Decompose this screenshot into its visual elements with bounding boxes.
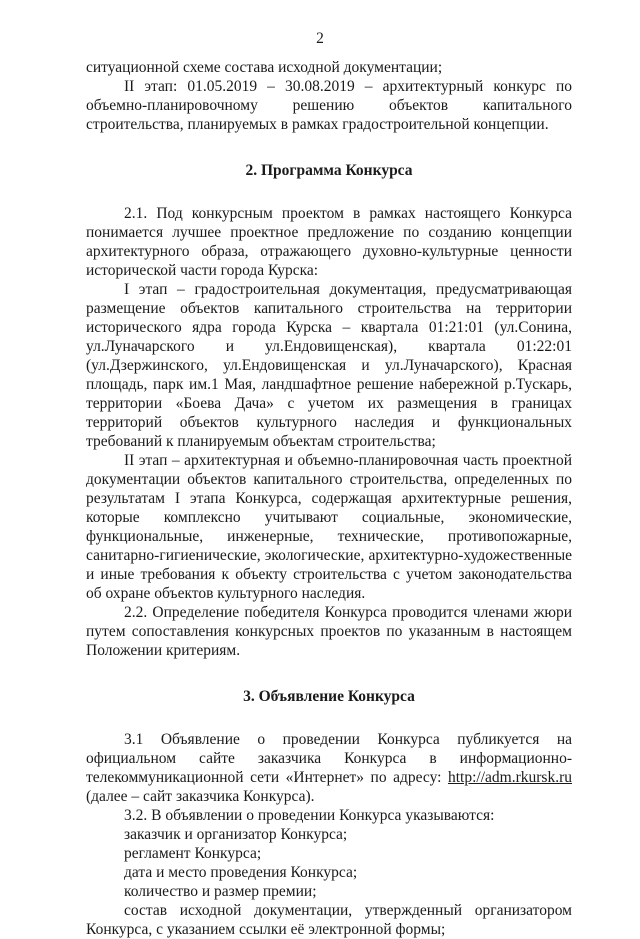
section-2-paragraph-3: II этап – архитектурная и объемно-планировочная часть проектной документации объектов капитального строительства, определенных по результатам I этапа Конкурса, содержащая архитектурные решения, которые комплексно учитывают социальные, экономические, функциональные, инженерные, технические, противопожарные, санитарно-гигиенические, экологические, архитектурно-художественные и иные требования к объекту строительства с учетом законодательства об охране объектов культурного наследия. bbox=[86, 452, 572, 602]
section-2-heading: 2. Программа Конкурса bbox=[245, 162, 413, 179]
page-number: 2 bbox=[316, 30, 324, 47]
section-2-paragraph-4: 2.2. Определение победителя Конкурса проводится членами жюри путем сопоставления конкурсных проектов по указанным в настоящем Положении критериям. bbox=[86, 604, 572, 659]
section-3-p1-tail: (далее – сайт заказчика Конкурса). bbox=[86, 788, 315, 805]
section-2-paragraph-2: I этап – градостроительная документация, предусматривающая размещение объектов капитального строительства на территории исторического ядра города Курска – квартала 01:21:01 (ул.Сонина, ул.Луначарского и ул.Ендовищенская), квартала 01:22:01 (ул.Дзержинского, ул.Ендовищенская и ул.Луначарского), Красная площадь, парк им.1 Мая, ландшафтное решение набережной р.Тускарь, территории «Боева Дача» с учетом их размещения в границах территорий объектов культурного наследия и функциональных требований к планируемым объектам строительства; bbox=[86, 281, 572, 450]
list-item: заказчик и организатор Конкурса; bbox=[124, 826, 348, 843]
section-3-paragraph-2: 3.2. В объявлении о проведении Конкурса указываются: bbox=[124, 807, 495, 824]
site-link[interactable]: http://adm.rkursk.ru bbox=[448, 769, 572, 786]
list-item: регламент Конкурса; bbox=[124, 845, 262, 862]
list-item: количество и размер премии; bbox=[124, 883, 317, 900]
intro-paragraph-2: II этап: 01.05.2019 – 30.08.2019 – архитектурный конкурс по объемно-планировочному решению объектов капитального строительства, планируемых в рамках градостроительной концепции. bbox=[86, 78, 572, 133]
section-3-p1-text: 3.1 Объявление о проведении Конкурса публикуется на официальном сайте заказчика Конкурса в информационно-телекоммуникационной сети «Интернет» по адресу: bbox=[86, 731, 572, 786]
document-body bbox=[86, 58, 572, 939]
section-3-heading: 3. Объявление Конкурса bbox=[243, 688, 415, 705]
list-item: дата и место проведения Конкурса; bbox=[124, 864, 358, 881]
section-2-paragraph-1: 2.1. Под конкурсным проектом в рамках настоящего Конкурса понимается лучшее проектное предложение по созданию концепции архитектурного образа, отражающего духовно-культурные ценности исторической части города Курска: bbox=[86, 205, 572, 279]
intro-paragraph-1: ситуационной схеме состава исходной документации; bbox=[86, 59, 443, 76]
section-3-last-paragraph: состав исходной документации, утвержденный организатором Конкурса, с указанием ссылки её электронной формы; bbox=[86, 902, 572, 938]
section-3-paragraph-1 bbox=[86, 730, 572, 806]
